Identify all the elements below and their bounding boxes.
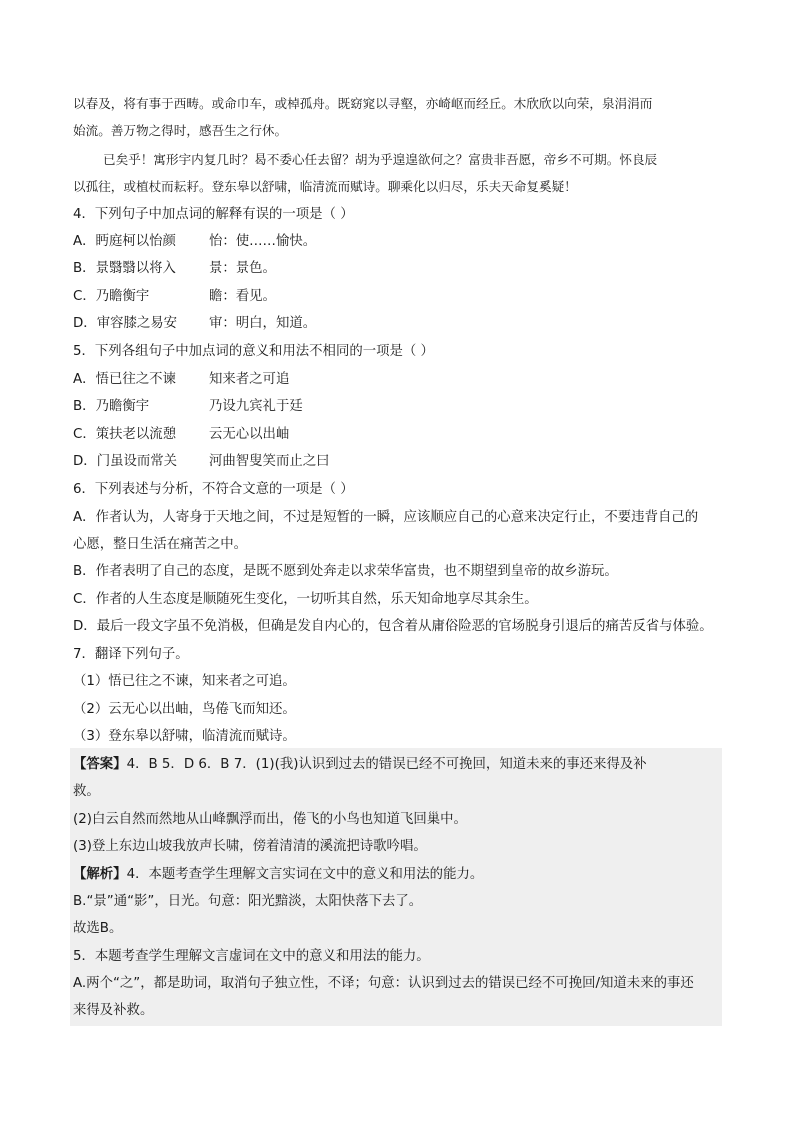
analysis-line-5: A.两个“之”，都是助词，取消句子独立性，不译；句意：认识到过去的错误已经不可挽回/知道未来的事还 [73,976,694,991]
q7-sentence-1: （1）悟已往之不谏，知来者之可追。 [73,674,296,689]
q5-option-b-text: B．乃瞻衡宇 [73,399,150,414]
q4-option-c-gloss: 瞻：看见。 [209,289,276,304]
passage-line-4: 以孤往，或植杖而耘耔。登东皋以舒啸，临清流而赋诗。聊乘化以归尽，乐夫天命复奚疑！ [73,179,577,194]
answer-text-1: 4．B 5．D 6．B 7．(1)(我)认识到过去的错误已经不可挽回，知道未来的事还来得及补 [126,757,647,772]
q6-option-a-line-2: 心愿，整日生活在痛苦之中。 [73,537,248,552]
q4-option-a-gloss: 怡：使……愉快。 [209,234,317,249]
answer-line-4: (3)登上东边山坡我放声长啸，傍着清清的溪流把诗歌吟唱。 [73,839,427,854]
q5-option-c-text: C．策扶老以流憩 [73,427,177,442]
q5-option-a-gloss: 知来者之可追 [209,372,290,387]
q6-option-a-line-1: A．作者认为，人寄身于天地之间，不过是短暂的一瞬，应该顺应自己的心意来决定行止，不要违背自己的 [73,510,699,525]
q5-option-a [73,366,723,393]
q4-option-b-text: B．景翳翳以将入 [73,261,176,276]
q6-stem: 6．下列表述与分析，不符合文意的一项是（ ） [73,482,354,497]
answer-line-1 [73,751,723,778]
q4-option-c-text: C．乃瞻衡宇 [73,289,150,304]
analysis-text-1: 4．本题考查学生理解文言实词在文中的意义和用法的能力。 [126,867,484,882]
analysis-line-3: 故选B。 [73,921,123,936]
q5-stem: 5．下列各组句子中加点词的意义和用法不相同的一项是（ ） [73,344,434,359]
passage-line-1: 以春及，将有事于西畴。或命巾车，或棹孤舟。既窈窕以寻壑，亦崎岖而经丘。木欣欣以向荣，泉涓涓而 [73,96,653,111]
passage-line-2: 始流。善万物之得时，感吾生之行休。 [73,123,288,138]
q5-option-c-gloss: 云无心以出岫 [209,427,290,442]
analysis-tag: 【解析】 [73,867,127,882]
q5-option-d [73,448,723,475]
q4-stem: 4．下列句子中加点词的解释有误的一项是（ ） [73,207,354,222]
answer-line-2: 救。 [73,784,100,799]
answer-line-3: (2)白云自然而然地从山峰飘浮而出，倦飞的小鸟也知道飞回巢中。 [73,812,467,827]
q5-option-b [73,393,723,420]
q5-option-d-gloss: 河曲智叟笑而止之曰 [209,454,330,469]
q6-option-c: C．作者的人生态度是顺随死生变化，一切听其自然，乐天知命地享尽其余生。 [73,592,538,607]
q6-option-d: D．最后一段文字虽不免消极，但确是发自内心的，包含着从庸俗险恶的官场脱身引退后的痛苦反省与体验。 [73,619,713,634]
q5-option-c [73,421,723,448]
q5-option-b-gloss: 乃设九宾礼于廷 [209,399,303,414]
analysis-line-1 [73,861,723,888]
q5-option-d-text: D．门虽设而常关 [73,454,178,469]
q7-sentence-2: （2）云无心以出岫，鸟倦飞而知还。 [73,702,296,717]
analysis-line-6: 来得及补救。 [73,1003,154,1018]
answer-tag: 【答案】 [73,757,127,772]
q5-option-a-text: A．悟已往之不谏 [73,372,176,387]
q7-stem: 7．翻译下列句子。 [73,647,189,662]
q4-option-c [73,283,723,310]
q4-option-a-text: A．眄庭柯以怡颜 [73,234,176,249]
passage-line-3: 已矣乎！寓形宇内复几时？曷不委心任去留？胡为乎遑遑欲何之？富贵非吾愿，帝乡不可期。怀良辰 [103,152,658,167]
q7-sentence-3: （3）登东皋以舒啸，临清流而赋诗。 [73,729,296,744]
analysis-line-4: 5．本题考查学生理解文言虚词在文中的意义和用法的能力。 [73,949,430,964]
q6-option-b: B．作者表明了自己的态度，是既不愿到处奔走以求荣华富贵，也不期望到皇帝的故乡游玩。 [73,564,618,579]
q4-option-b [73,255,723,282]
analysis-line-2: B.“景”通“影”，日光。句意：阳光黯淡，太阳快落下去了。 [73,894,423,909]
q4-option-d [73,310,723,337]
q4-option-d-text: D．审容膝之易安 [73,316,178,331]
q4-option-b-gloss: 景：景色。 [209,261,276,276]
q4-option-a [73,228,723,255]
q4-option-d-gloss: 审：明白，知道。 [209,316,317,331]
